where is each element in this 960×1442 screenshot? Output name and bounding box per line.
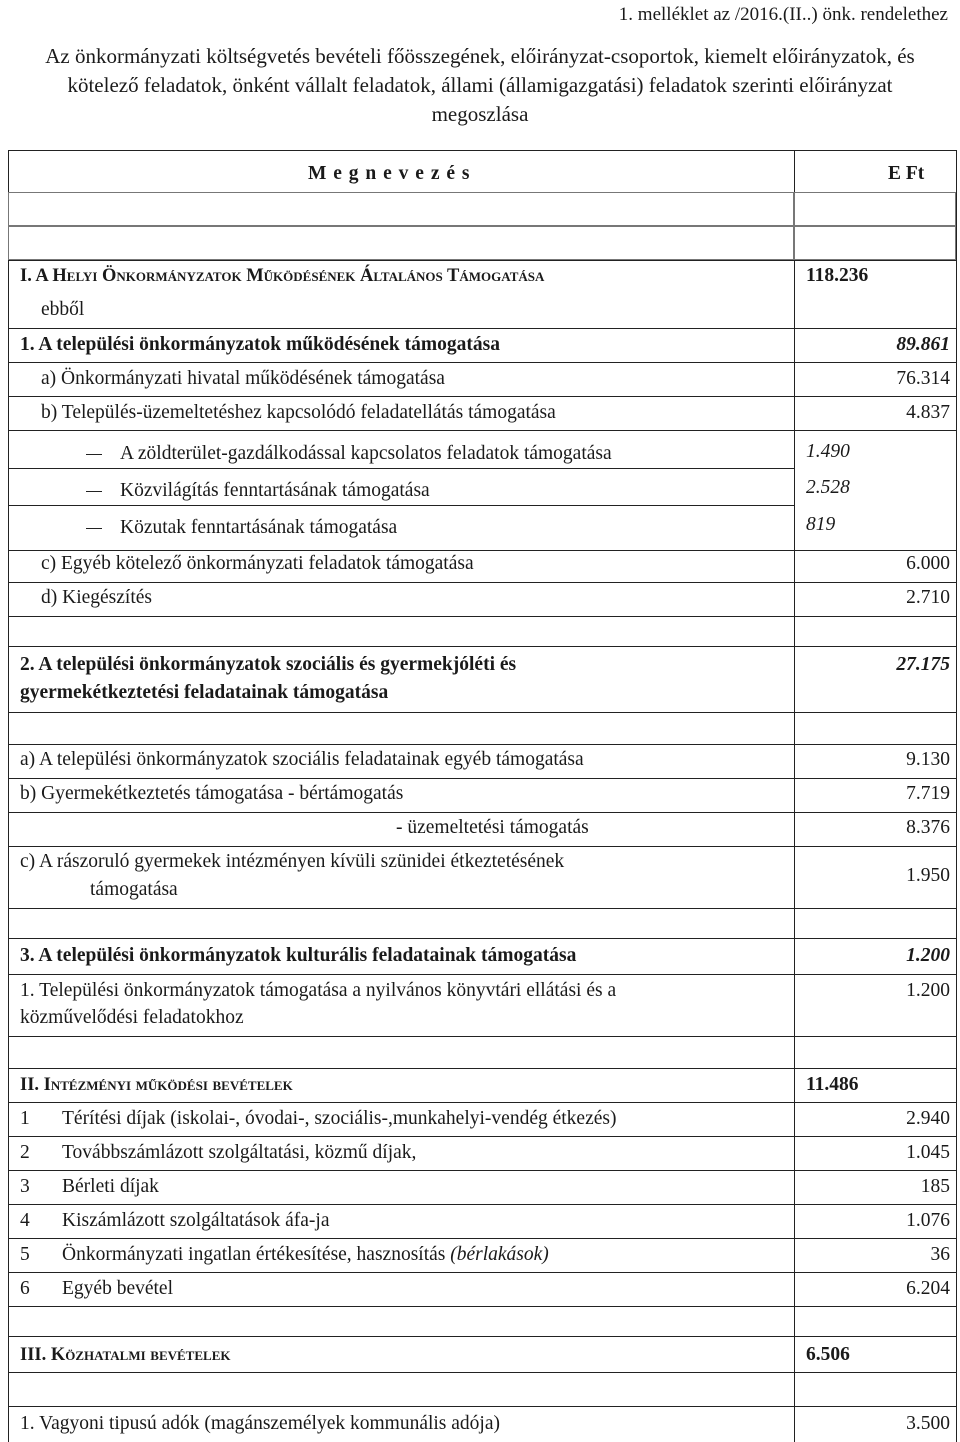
row-divider bbox=[8, 328, 956, 329]
subsection-3-title: 3. A települési önkormányzatok kulturális feladatainak támogatása bbox=[20, 945, 577, 966]
spacer-row bbox=[8, 192, 794, 226]
row-divider bbox=[8, 646, 956, 647]
subsection-2-total: 27.175 bbox=[896, 654, 950, 675]
row-divider bbox=[8, 1036, 956, 1037]
spacer-row bbox=[8, 226, 794, 260]
spacer-row bbox=[794, 192, 956, 226]
sub2-row-c-value: 1.950 bbox=[906, 865, 950, 886]
section-2-row-label bbox=[62, 1243, 549, 1267]
row-b-label: b) Település-üzemeltetéshez kapcsolódó feladatellátás támogatása bbox=[41, 402, 556, 423]
section-2-row-label: Bérleti díjak bbox=[62, 1176, 159, 1197]
section-2-row-value: 1.076 bbox=[906, 1210, 950, 1231]
section-2-row-label-italic: (bérlakások) bbox=[450, 1244, 549, 1265]
row-divider bbox=[8, 1306, 956, 1307]
subsection-3-total: 1.200 bbox=[906, 945, 950, 966]
row-divider bbox=[8, 1068, 956, 1069]
subsection-1-title: 1. A települési önkormányzatok működésének támogatása bbox=[20, 334, 500, 355]
section-2-row-value: 2.940 bbox=[906, 1108, 950, 1129]
spacer-row bbox=[794, 226, 956, 260]
row-divider bbox=[8, 1204, 956, 1205]
table-top-border bbox=[8, 150, 956, 151]
row-divider bbox=[8, 582, 956, 583]
section-2-row-value: 6.204 bbox=[906, 1278, 950, 1299]
section-2-row-no: 3 bbox=[20, 1176, 30, 1197]
section-2-row-value: 1.045 bbox=[906, 1142, 950, 1163]
row-b-value: 4.837 bbox=[906, 402, 950, 423]
row-divider bbox=[8, 362, 956, 363]
row-divider bbox=[8, 550, 956, 551]
row-divider bbox=[8, 1272, 956, 1273]
row-divider bbox=[8, 260, 956, 261]
row-divider bbox=[8, 396, 956, 397]
section-2-row-no: 5 bbox=[20, 1244, 30, 1265]
section-2-row-value: 185 bbox=[920, 1176, 950, 1197]
row-divider bbox=[8, 1170, 956, 1171]
table-column-divider bbox=[794, 150, 795, 1442]
row-a-value: 76.314 bbox=[896, 368, 950, 389]
sub2-row-c-label-line2: támogatása bbox=[90, 879, 178, 900]
section-2-row-label-main: Önkormányzati ingatlan értékesítése, hasznosítás bbox=[62, 1244, 451, 1265]
sub3-row-value: 1.200 bbox=[906, 980, 950, 1001]
section-2-row-no: 4 bbox=[20, 1210, 30, 1231]
sub2-row-b2-label: - üzemeltetési támogatás bbox=[396, 817, 589, 838]
row-divider bbox=[8, 468, 794, 469]
section-3-row-value: 3.500 bbox=[906, 1413, 950, 1434]
header-note: 1. melléklet az /2016.(II..) önk. rendelethez bbox=[618, 4, 948, 25]
row-divider bbox=[8, 974, 956, 975]
section-2-total: 11.486 bbox=[806, 1074, 859, 1095]
section-1-title: I. A Helyi Önkormányzatok Működésének Általános Támogatása bbox=[20, 266, 545, 286]
section-3-title: III. Közhatalmi bevételek bbox=[20, 1345, 231, 1365]
sub2-row-b2-value: 8.376 bbox=[906, 817, 950, 838]
dash-bullet bbox=[86, 528, 102, 529]
row-divider bbox=[8, 1406, 956, 1407]
row-divider bbox=[8, 1102, 956, 1103]
row-divider bbox=[8, 812, 956, 813]
dash-bullet bbox=[86, 454, 102, 455]
sub3-row-label-line1: 1. Települési önkormányzatok támogatása a nyilvános könyvtári ellátási és a bbox=[20, 980, 617, 1001]
row-divider bbox=[8, 778, 956, 779]
section-2-row-label: Kiszámlázott szolgáltatások áfa-ja bbox=[62, 1210, 330, 1231]
section-2-row-value: 36 bbox=[930, 1244, 950, 1265]
inner-column-divider bbox=[794, 430, 795, 542]
table-left-border bbox=[8, 150, 9, 1442]
table-right-border bbox=[956, 150, 957, 1442]
section-2-row-label: Egyéb bevétel bbox=[62, 1278, 173, 1299]
subsection-2-title-line1: 2. A települési önkormányzatok szociális és gyermekjóléti és bbox=[20, 654, 517, 675]
row-a-label: a) Önkormányzati hivatal működésének támogatása bbox=[41, 368, 445, 389]
row-divider bbox=[8, 430, 956, 431]
section-2-row-no: 1 bbox=[20, 1108, 30, 1129]
ebbol-label: ebből bbox=[41, 299, 85, 320]
section-3-total: 6.506 bbox=[806, 1344, 850, 1365]
row-divider bbox=[8, 1336, 956, 1337]
dash-item-label: Közvilágítás fenntartásának támogatása bbox=[120, 480, 430, 501]
page-title: Az önkormányzati költségvetés bevételi főösszegének, előirányzat-csoportok, kiemelt előirányzatok, és kötelező feladatok, önként vállalt feladatok, állami (államigazgatási) feladatok szerinti előirányzat megoszlása bbox=[45, 44, 915, 126]
section-2-row-no: 2 bbox=[20, 1142, 30, 1163]
dash-item-label: A zöldterület-gazdálkodással kapcsolatos feladatok támogatása bbox=[120, 443, 612, 464]
dash-bullet bbox=[86, 491, 102, 492]
section-1-total: 118.236 bbox=[806, 265, 869, 286]
sub2-row-c-label-line1: c) A rászoruló gyermekek intézményen kívüli szünidei étkeztetésének bbox=[20, 851, 565, 872]
row-divider bbox=[8, 505, 794, 506]
dash-item-label: Közutak fenntartásának támogatása bbox=[120, 517, 398, 538]
row-d-value: 2.710 bbox=[906, 587, 950, 608]
row-divider bbox=[8, 1238, 956, 1239]
column-header-name: M e g n e v e z é s bbox=[308, 163, 471, 184]
sub2-row-a-value: 9.130 bbox=[906, 749, 950, 770]
row-divider bbox=[8, 938, 956, 939]
budget-table bbox=[8, 150, 960, 1442]
sub3-row-label-line2: közművelődési feladatokhoz bbox=[20, 1007, 244, 1028]
row-c-label: c) Egyéb kötelező önkormányzati feladatok támogatása bbox=[41, 553, 474, 574]
section-2-row-label: Továbbszámlázott szolgáltatási, közmű díjak, bbox=[62, 1142, 417, 1163]
row-divider bbox=[8, 908, 956, 909]
row-divider bbox=[8, 712, 956, 713]
section-2-title: II. Intézményi működési bevételek bbox=[20, 1075, 293, 1095]
column-header-unit: E Ft bbox=[888, 163, 925, 184]
row-divider bbox=[8, 616, 956, 617]
dash-item-value: 1.490 bbox=[806, 441, 850, 462]
section-2-row-no: 6 bbox=[20, 1278, 30, 1299]
dash-item-value: 2.528 bbox=[806, 477, 850, 498]
row-divider bbox=[8, 1136, 956, 1137]
subsection-1-total: 89.861 bbox=[896, 334, 950, 355]
sub2-row-a-label: a) A települési önkormányzatok szociális feladatainak egyéb támogatása bbox=[20, 749, 584, 770]
dash-item-value: 819 bbox=[806, 514, 836, 535]
row-divider bbox=[8, 744, 956, 745]
sub2-row-b-value: 7.719 bbox=[906, 783, 950, 804]
row-divider bbox=[8, 1372, 956, 1373]
section-3-row-label: 1. Vagyoni tipusú adók (magánszemélyek kommunális adója) bbox=[20, 1413, 500, 1434]
subsection-2-title-line2: gyermekétkeztetési feladatainak támogatása bbox=[20, 682, 389, 703]
sub2-row-b-label: b) Gyermekétkeztetés támogatása - bértámogatás bbox=[20, 783, 404, 804]
row-d-label: d) Kiegészítés bbox=[41, 587, 153, 608]
row-c-value: 6.000 bbox=[906, 553, 950, 574]
row-divider bbox=[8, 846, 956, 847]
section-2-row-label: Térítési díjak (iskolai-, óvodai-, szociális-,munkahelyi-vendég étkezés) bbox=[62, 1108, 617, 1129]
